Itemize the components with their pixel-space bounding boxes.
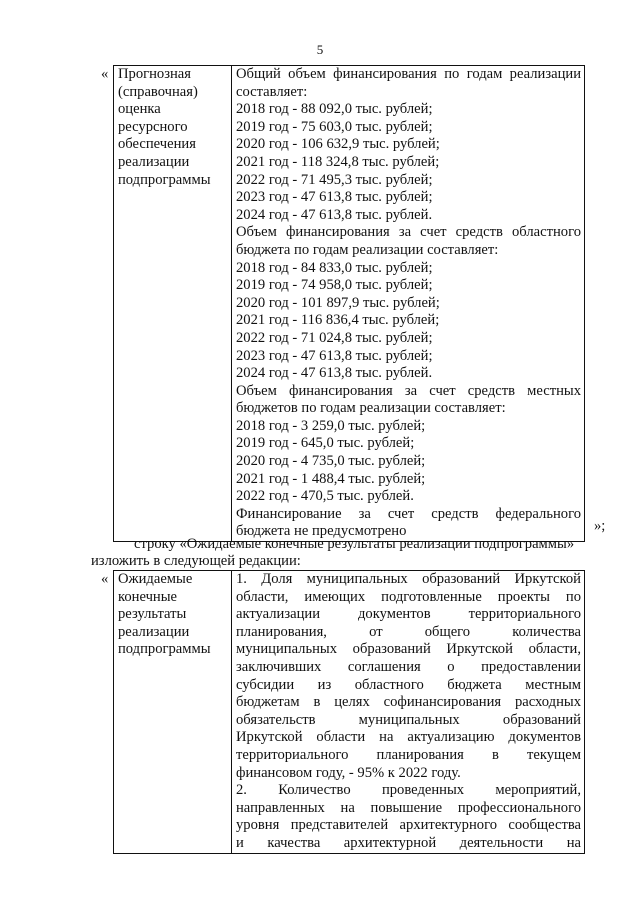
closing-quote-1: »;	[594, 518, 606, 534]
page-number: 5	[316, 42, 324, 57]
financing-label-line: оценка	[118, 101, 161, 118]
opening-quote-1: «	[101, 66, 109, 82]
results-text-line: актуализации документов территориального	[236, 606, 581, 623]
financing-text-line: Общий объем финансирования по годам реализации	[236, 66, 581, 82]
financing-text-line: 2018 год - 88 092,0 тыс. рублей;	[236, 101, 433, 118]
instruction-line-2: изложить в следующей редакции:	[91, 553, 301, 569]
results-label-line: реализации	[118, 623, 190, 640]
financing-text-line: 2019 год - 645,0 тыс. рублей;	[236, 435, 415, 452]
financing-text-line: 2023 год - 47 613,8 тыс. рублей;	[236, 189, 433, 206]
financing-text-line: 2018 год - 3 259,0 тыс. рублей;	[236, 417, 426, 434]
results-text-line: 2. Количество проведенных мероприятий,	[236, 782, 581, 799]
financing-label-line: обеспечения	[118, 136, 196, 153]
results-content	[236, 571, 581, 853]
financing-text-line: 2021 год - 118 324,8 тыс. рублей;	[236, 153, 440, 170]
results-text-line: уровня представителей архитектурного сообщества	[236, 817, 581, 834]
results-text-line: заключивших соглашения о предоставлении	[236, 658, 581, 675]
financing-text-line: 2022 год - 71 024,8 тыс. рублей;	[236, 329, 433, 346]
results-text-line: субсидии из областного бюджета местным	[236, 676, 581, 693]
financing-text-line: 2018 год - 84 833,0 тыс. рублей;	[236, 259, 433, 276]
results-text-line: муниципальных образований Иркутской области,	[236, 641, 581, 658]
instruction-line-1: строку «Ожидаемые конечные результаты реализации подпрограммы»	[134, 536, 575, 552]
financing-text-line: 2019 год - 75 603,0 тыс. рублей;	[236, 118, 433, 135]
financing-text-line: 2021 год - 116 836,4 тыс. рублей;	[236, 312, 440, 329]
financing-content-cell	[232, 66, 585, 542]
financing-text-line: 2021 год - 1 488,4 тыс. рублей;	[236, 470, 426, 487]
financing-text-line: 2024 год - 47 613,8 тыс. рублей.	[236, 365, 433, 382]
financing-label-line: (справочная)	[118, 83, 198, 100]
financing-text-line: бюджета по годам реализации составляет:	[236, 241, 499, 258]
results-label-cell	[114, 571, 232, 854]
results-text-line: и качества архитектурной деятельности на	[236, 834, 581, 851]
results-text-line: 1. Доля муниципальных образований Иркутской	[236, 571, 581, 587]
results-text-line: Иркутской области на актуализацию документов	[236, 729, 581, 746]
results-label	[118, 571, 228, 659]
results-table	[113, 570, 585, 854]
results-text-line: обязательств муниципальных образований	[236, 711, 581, 728]
results-text-line: бюджетам в целях софинансирования расходных	[236, 694, 581, 711]
financing-text-line: 2020 год - 101 897,9 тыс. рублей;	[236, 294, 440, 311]
financing-text-line: 2023 год - 47 613,8 тыс. рублей;	[236, 347, 433, 364]
results-label-line: подпрограммы	[118, 641, 211, 658]
financing-table	[113, 65, 585, 542]
results-text-line: финансовом году, - 95% к 2022 году.	[236, 764, 461, 781]
financing-content	[236, 66, 581, 541]
financing-label-line: Прогнозная	[118, 66, 191, 82]
financing-text-line: 2022 год - 470,5 тыс. рублей.	[236, 488, 414, 505]
financing-label-line: подпрограммы	[118, 171, 211, 188]
financing-text-line: составляет:	[236, 83, 308, 100]
financing-text-line: 2022 год - 71 495,3 тыс. рублей;	[236, 171, 433, 188]
financing-label	[118, 66, 228, 189]
results-label-line: Ожидаемые	[118, 571, 193, 587]
results-content-cell	[232, 571, 585, 854]
results-text-line: направленных на повышение профессионального	[236, 799, 581, 816]
financing-text-line: 2024 год - 47 613,8 тыс. рублей.	[236, 206, 433, 223]
financing-text-line: 2020 год - 4 735,0 тыс. рублей;	[236, 453, 426, 470]
financing-label-line: реализации	[118, 153, 190, 170]
financing-text-line: Объем финансирования за счет средств областного	[236, 224, 581, 241]
financing-text-line: 2020 год - 106 632,9 тыс. рублей;	[236, 136, 440, 153]
financing-text-line: Объем финансирования за счет средств местных	[236, 382, 581, 399]
results-label-line: результаты	[118, 606, 187, 623]
financing-text-line: бюджета не предусмотрено	[236, 523, 407, 540]
financing-text-line: Финансирование за счет средств федерального	[236, 505, 581, 522]
results-text-line: планирования, от общего количества	[236, 623, 581, 640]
results-label-line: конечные	[118, 588, 178, 605]
financing-text-line: бюджетов по годам реализации составляет:	[236, 400, 506, 417]
opening-quote-2: «	[101, 571, 109, 587]
results-text-line: территориального планирования в текущем	[236, 746, 581, 763]
results-text-line: области, имеющих подготовленные проекты по	[236, 588, 581, 605]
financing-text-line: 2019 год - 74 958,0 тыс. рублей;	[236, 277, 433, 294]
financing-label-line: ресурсного	[118, 118, 188, 135]
financing-label-cell	[114, 66, 232, 542]
